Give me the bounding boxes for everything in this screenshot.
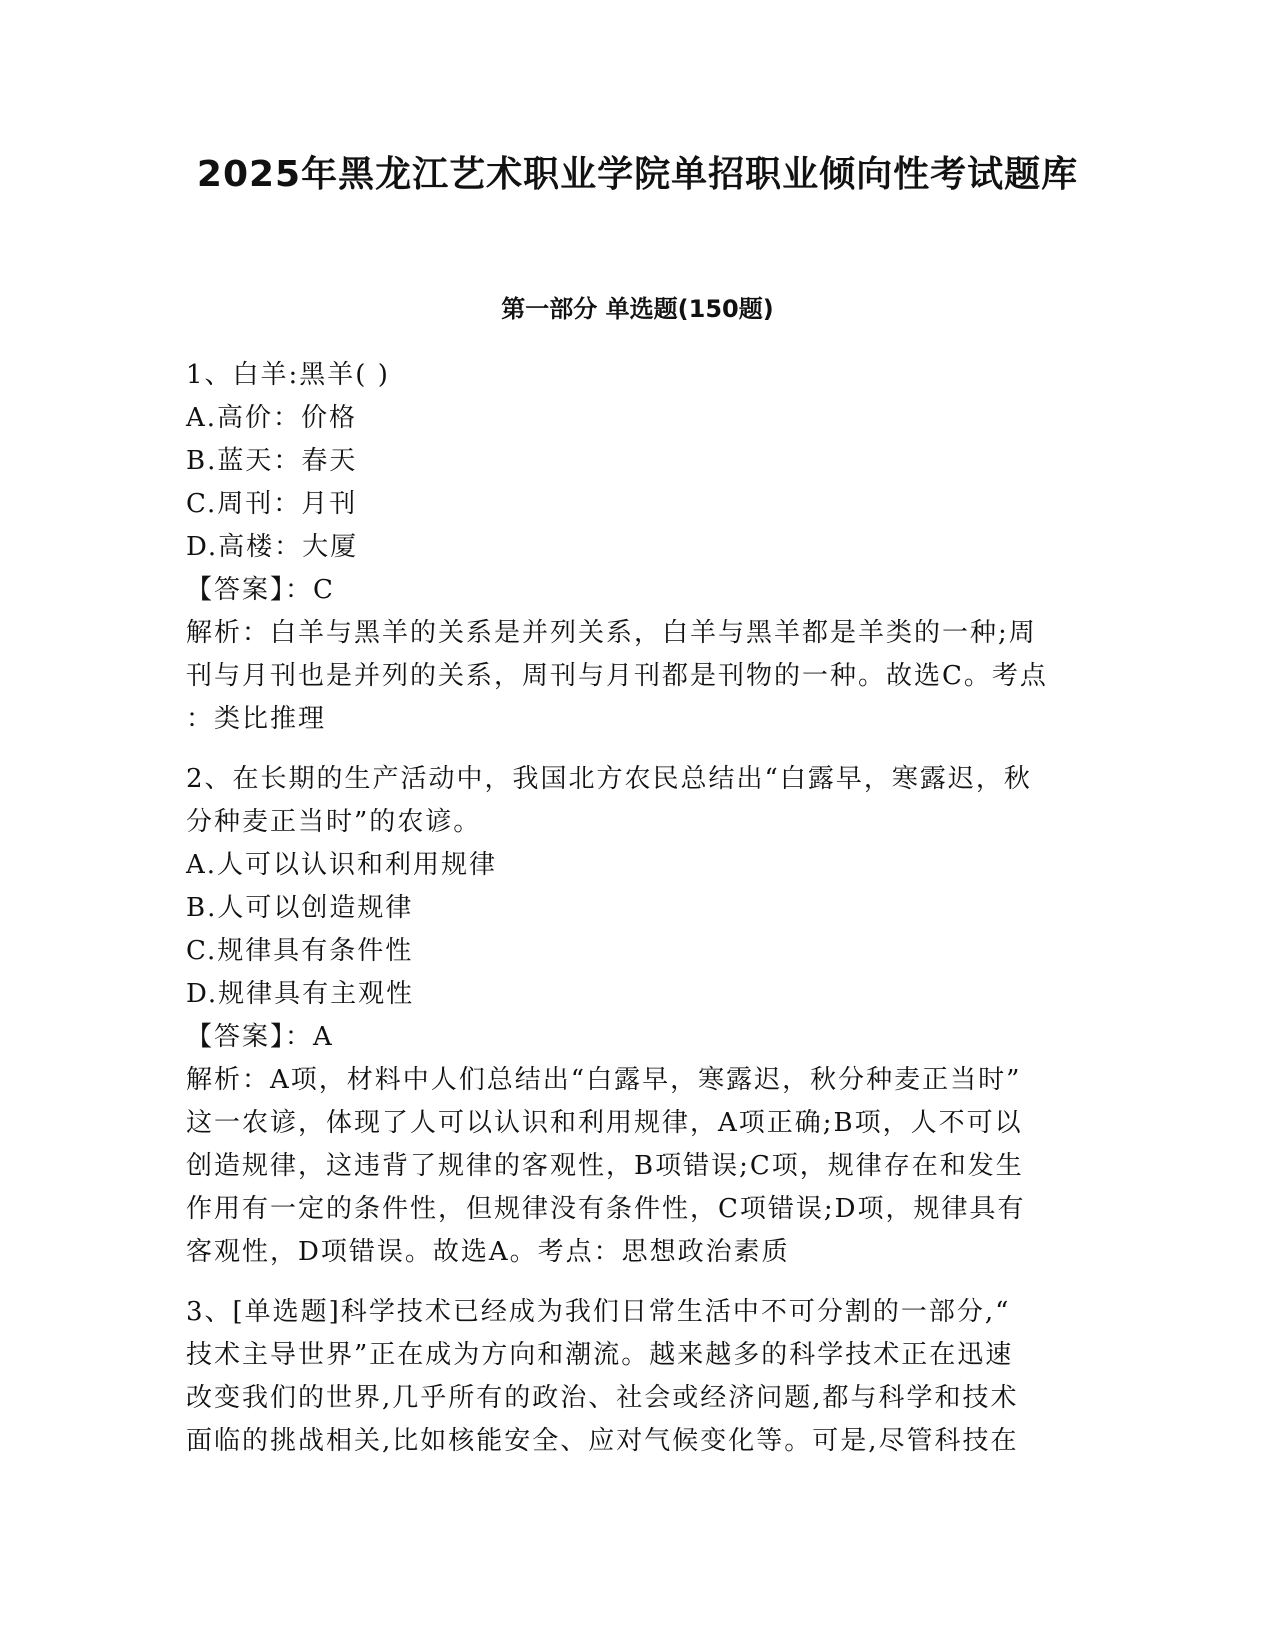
question-3 [186, 1291, 1086, 1463]
question-2-stem-line: 2、在长期的生产活动中，我国北方农民总结出“白露早，寒露迟，秋 [186, 764, 1032, 794]
question-2-analysis-line: 解析：A项，材料中人们总结出“白露早，寒露迟，秋分种麦正当时” [186, 1065, 1022, 1095]
question-2-analysis-line: 作用有一定的条件性，但规律没有条件性，C项错误;D项，规律具有 [186, 1194, 1026, 1224]
question-2-stem-line: 分种麦正当时”的农谚。 [186, 807, 482, 837]
question-list [186, 354, 1086, 1480]
question-3-stem-line: 面临的挑战相关,比如核能安全、应对气候变化等。可是,尽管科技在 [186, 1426, 1019, 1456]
question-2 [186, 758, 1086, 1274]
document-title: 2025年黑龙江艺术职业学院单招职业倾向性考试题库 [196, 154, 1079, 195]
question-1-analysis-line: ：类比推理 [186, 704, 327, 734]
question-2-answer: 【答案】：A [186, 1022, 334, 1052]
question-3-stem-line: 改变我们的世界,几乎所有的政治、社会或经济问题,都与科学和技术 [186, 1383, 1019, 1413]
question-2-option-a: A.人可以认识和利用规律 [186, 850, 498, 880]
question-1-option-a: A.高价：价格 [186, 403, 358, 433]
question-1-option-d: D.高楼：大厦 [186, 532, 359, 562]
question-1 [186, 354, 1086, 741]
question-1-analysis-line: 刊与月刊也是并列的关系，周刊与月刊都是刊物的一种。故选C。考点 [186, 661, 1048, 691]
question-2-analysis-line: 客观性，D项错误。故选A。考点：思想政治素质 [186, 1237, 790, 1267]
question-2-option-c: C.规律具有条件性 [186, 936, 414, 966]
question-2-option-b: B.人可以创造规律 [186, 893, 414, 923]
question-2-option-d: D.规律具有主观性 [186, 979, 415, 1009]
question-2-analysis-line: 这一农谚，体现了人可以认识和利用规律，A项正确;B项，人不可以 [186, 1108, 1023, 1138]
question-3-stem-line: 3、[单选题]科学技术已经成为我们日常生活中不可分割的一部分,“ [186, 1297, 1011, 1327]
question-1-option-c: C.周刊：月刊 [186, 489, 358, 519]
question-2-analysis-line: 创造规律，这违背了规律的客观性，B项错误;C项，规律存在和发生 [186, 1151, 1024, 1181]
question-1-analysis-line: 解析：白羊与黑羊的关系是并列关系，白羊与黑羊都是羊类的一种;周 [186, 618, 1037, 648]
question-1-option-b: B.蓝天：春天 [186, 446, 358, 476]
question-3-stem-line: 技术主导世界”正在成为方向和潮流。越来越多的科学技术正在迅速 [186, 1340, 1014, 1370]
question-1-stem: 1、白羊:黑羊( ) [186, 360, 390, 390]
section-title: 第一部分 单选题(150题) [501, 295, 774, 323]
question-1-answer: 【答案】：C [186, 575, 335, 605]
